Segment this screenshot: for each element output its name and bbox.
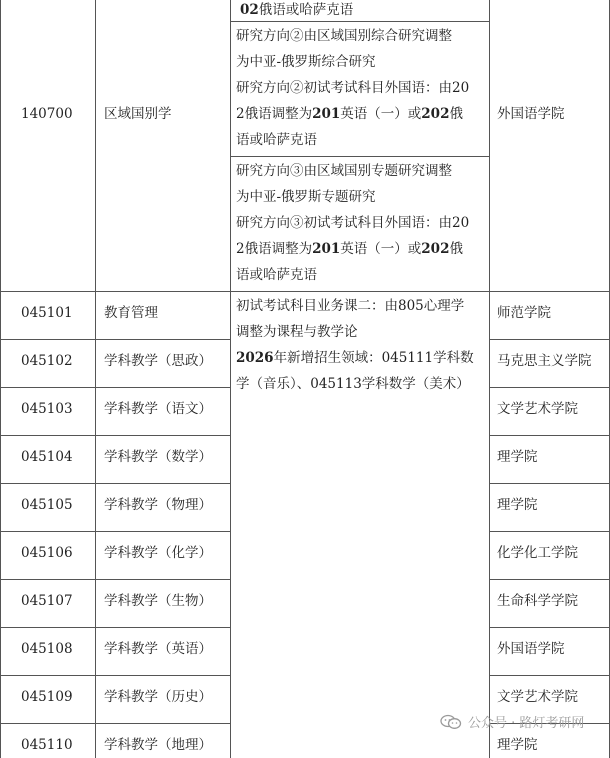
note-line: 研究方向③由区域国别专题研究调整 <box>236 163 452 179</box>
row-code: 045102 <box>21 353 73 369</box>
watermark-text: 公众号 · 路灯考研网 <box>468 716 585 731</box>
row-code: 045104 <box>21 449 73 465</box>
note-line: 研究方向③初试考试科目外国语：由20 <box>236 215 470 231</box>
row-divider <box>0 627 230 628</box>
table-border-col2 <box>230 0 231 758</box>
watermark <box>440 712 584 731</box>
row-name: 教育管理 <box>104 305 158 321</box>
note-text: 俄 <box>449 106 463 122</box>
row-code: 045106 <box>21 545 73 561</box>
note-fragment-bold: 02 <box>240 2 259 18</box>
note-bold: 2026 <box>236 350 274 366</box>
note-text: 俄 <box>449 241 463 257</box>
note-bold: 201 <box>312 106 341 122</box>
row-code: 045108 <box>21 641 73 657</box>
note-text: 英语（一）或 <box>340 241 422 257</box>
note-bold: 202 <box>421 106 450 122</box>
row-divider <box>489 387 610 388</box>
major-code: 140700 <box>21 106 73 122</box>
row-name: 学科教学（语文） <box>104 401 212 417</box>
row-divider <box>489 675 610 676</box>
row-name: 学科教学（物理） <box>104 497 212 513</box>
note-line: 语或哈萨克语 <box>236 267 317 283</box>
note-fragment <box>240 0 353 22</box>
row-name: 学科教学（数学） <box>104 449 212 465</box>
note-text: 年新增招生领域：045111学科数 <box>273 350 474 366</box>
note-line <box>236 345 486 371</box>
row-name: 学科教学（思政） <box>104 353 212 369</box>
row-college: 化学化工学院 <box>497 545 578 561</box>
wechat-icon <box>440 714 462 730</box>
row-divider <box>0 531 230 532</box>
note-line: 为中亚-俄罗斯综合研究 <box>236 54 376 70</box>
note-line: 研究方向②由区域国别综合研究调整 <box>236 28 452 44</box>
row-code: 045110 <box>21 737 73 753</box>
row-name: 学科教学（生物） <box>104 593 212 609</box>
row-name: 学科教学（英语） <box>104 641 212 657</box>
row-divider <box>0 339 230 340</box>
note-bold: 202 <box>421 241 450 257</box>
note-text: 2俄语调整为 <box>236 106 313 122</box>
note-text: 英语（一）或 <box>340 106 422 122</box>
row-divider <box>0 387 230 388</box>
note-line: 学（音乐）、045113学科数学（美术） <box>236 376 470 392</box>
direction-3-note <box>236 158 486 288</box>
row-divider <box>489 339 610 340</box>
row-divider <box>489 531 610 532</box>
row-college: 理学院 <box>497 737 538 753</box>
row-code: 045103 <box>21 401 73 417</box>
note-line: 调整为课程与教学论 <box>236 324 358 340</box>
row-name: 学科教学（地理） <box>104 737 212 753</box>
row-divider <box>0 723 230 724</box>
row-name: 学科教学（历史） <box>104 689 212 705</box>
note-bold: 201 <box>312 241 341 257</box>
row-college: 生命科学学院 <box>497 593 578 609</box>
direction-2-note <box>236 23 486 153</box>
row-divider <box>489 435 610 436</box>
row-code: 045101 <box>21 305 73 321</box>
college-name: 外国语学院 <box>497 106 565 122</box>
row-college: 马克思主义学院 <box>497 353 592 369</box>
education-notes <box>236 293 486 397</box>
table-border-left <box>0 0 1 758</box>
row-divider <box>0 675 230 676</box>
row-college: 师范学院 <box>497 305 551 321</box>
row-college: 理学院 <box>497 497 538 513</box>
note-line: 为中亚-俄罗斯专题研究 <box>236 189 376 205</box>
table-border-col1 <box>95 0 96 758</box>
row-divider <box>489 627 610 628</box>
row-code: 045107 <box>21 593 73 609</box>
note-line: 初试考试科目业务课二：由805心理学 <box>236 298 465 314</box>
major-name: 区域国别学 <box>104 106 172 122</box>
row-divider <box>230 156 489 157</box>
row-code: 045105 <box>21 497 73 513</box>
row-divider <box>489 579 610 580</box>
note-line: 研究方向②初试考试科目外国语：由20 <box>236 80 470 96</box>
note-text: 2俄语调整为 <box>236 241 313 257</box>
row-college: 文学艺术学院 <box>497 689 578 705</box>
row-college: 外国语学院 <box>497 641 565 657</box>
table-border-col3 <box>489 0 490 758</box>
row-divider <box>489 483 610 484</box>
row-name: 学科教学（化学） <box>104 545 212 561</box>
note-line <box>236 236 486 262</box>
note-line <box>236 101 486 127</box>
note-line: 语或哈萨克语 <box>236 132 317 148</box>
row-college: 理学院 <box>497 449 538 465</box>
note-fragment-text: 俄语或哈萨克语 <box>258 2 354 18</box>
row-divider <box>0 483 230 484</box>
row-college: 文学艺术学院 <box>497 401 578 417</box>
row-divider <box>0 579 230 580</box>
row-divider <box>0 435 230 436</box>
row-code: 045109 <box>21 689 73 705</box>
row-divider <box>0 291 610 292</box>
